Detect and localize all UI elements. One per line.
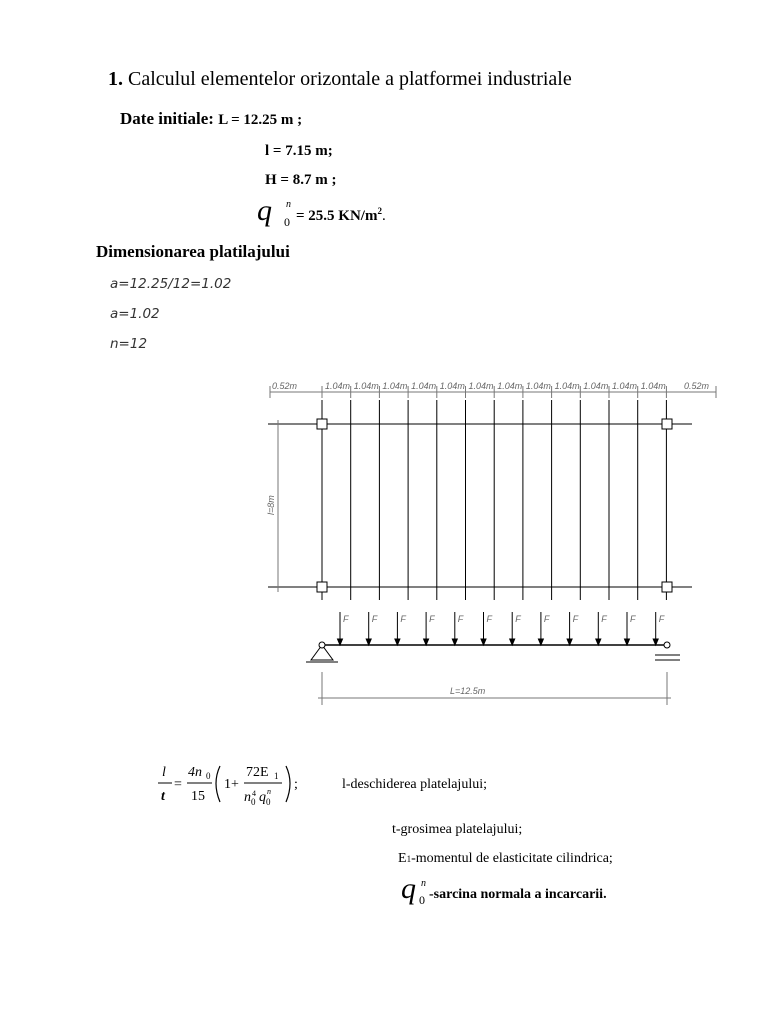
formula-lhs-den: t: [161, 789, 165, 804]
height-dim-label: l=8m: [266, 495, 276, 515]
load-arrowhead: [596, 639, 601, 645]
column-marker: [662, 419, 672, 429]
load-label: F: [572, 614, 579, 624]
spacing-dim-label: 1.04m: [325, 381, 351, 391]
svg-text:n: n: [244, 790, 251, 805]
load-arrowhead: [481, 639, 486, 645]
svg-text:0: 0: [251, 797, 256, 807]
load-label: F: [486, 614, 492, 624]
formula-end: ;: [294, 777, 298, 792]
spacing-dim-label: 1.04m: [382, 381, 408, 391]
q-symbol: q: [257, 194, 272, 227]
def-q: q n 0 -sarcina normala a incarcarii.: [401, 872, 607, 907]
load-label: F: [371, 614, 378, 624]
def-l: l-deschiderea platelajului;: [342, 777, 487, 792]
calc-line-3: n=12: [110, 336, 148, 352]
load-label: F: [630, 614, 636, 624]
roller-joint: [664, 642, 670, 648]
spacing-dim-label: 1.04m: [525, 381, 551, 391]
load-arrowhead: [567, 639, 572, 645]
section-title: Dimensionarea platilajului: [96, 242, 290, 261]
initial-data-l: l = 7.15 m;: [265, 143, 333, 159]
load-label: F: [543, 614, 550, 624]
calc-line-2: a=1.02: [110, 306, 160, 322]
formula-coef-den: 15: [191, 789, 205, 804]
column-marker: [317, 419, 327, 429]
column-marker: [662, 582, 672, 592]
spacing-dim-label: 1.04m: [468, 381, 494, 391]
load-label: F: [429, 614, 435, 624]
load-arrowhead: [510, 639, 515, 645]
def-e: E1-momentul de elasticitate cilindrica;: [398, 851, 613, 866]
def-t: t-grosimea platelajului;: [392, 822, 523, 837]
spacing-dim-label: 1.04m: [497, 381, 523, 391]
spacing-dim-label: 1.04m: [353, 381, 379, 391]
edge-dim-right: 0.52m: [684, 381, 710, 391]
svg-text:q: q: [259, 790, 266, 805]
svg-text:4: 4: [252, 789, 256, 798]
formula-one-plus: 1+: [224, 777, 239, 792]
spacing-dim-label: 1.04m: [439, 381, 465, 391]
svg-text:1: 1: [274, 771, 279, 781]
load-arrowhead: [653, 639, 658, 645]
svg-text:0: 0: [266, 797, 271, 807]
spacing-dim-label: 1.04m: [554, 381, 580, 391]
span-dim-label: L=12.5m: [450, 686, 486, 696]
initial-data-L: L = 12.25 m ;: [218, 112, 303, 128]
svg-text:=: =: [174, 777, 182, 792]
column-marker: [317, 582, 327, 592]
formula-lhs-num: l: [162, 765, 166, 780]
spacing-dim-label: 1.04m: [640, 381, 666, 391]
q-symbol-sup: n: [286, 199, 291, 210]
heading-number: 1.: [108, 68, 123, 90]
formula: [150, 758, 310, 816]
heading-title: Calculul elementelor orizontale a platformei industriale: [128, 68, 572, 90]
load-label: F: [400, 614, 406, 624]
initial-data-H: H = 8.7 m ;: [265, 172, 337, 188]
load-arrowhead: [366, 639, 371, 645]
svg-text:n: n: [267, 787, 271, 796]
load-arrowhead: [625, 639, 630, 645]
load-label: F: [343, 614, 349, 624]
pin-joint: [319, 642, 325, 648]
load-label: F: [658, 614, 665, 624]
formula-coef-num: 4n: [188, 765, 202, 780]
load-arrowhead: [538, 639, 543, 645]
load-label: F: [457, 614, 464, 624]
load-arrowhead: [395, 639, 400, 645]
load-label: F: [601, 614, 607, 624]
load-label: F: [515, 614, 521, 624]
load-arrowhead: [424, 639, 429, 645]
q-value: = 25.5 $KN/m^2$.: [296, 206, 386, 224]
spacing-dim-label: 1.04m: [583, 381, 609, 391]
spacing-dim-label: 1.04m: [612, 381, 638, 391]
calc-line-1: a=12.25/12=1.02: [110, 276, 232, 292]
formula-inner-num: 72E: [246, 765, 269, 780]
q-symbol-sub: 0: [284, 215, 290, 229]
svg-text:0: 0: [206, 771, 211, 781]
edge-dim-left: 0.52m: [272, 381, 298, 391]
spacing-dim-label: 1.04m: [411, 381, 437, 391]
initial-data-label: Date initiale:: [120, 109, 214, 128]
load-arrowhead: [452, 639, 457, 645]
load-arrowhead: [338, 639, 343, 645]
